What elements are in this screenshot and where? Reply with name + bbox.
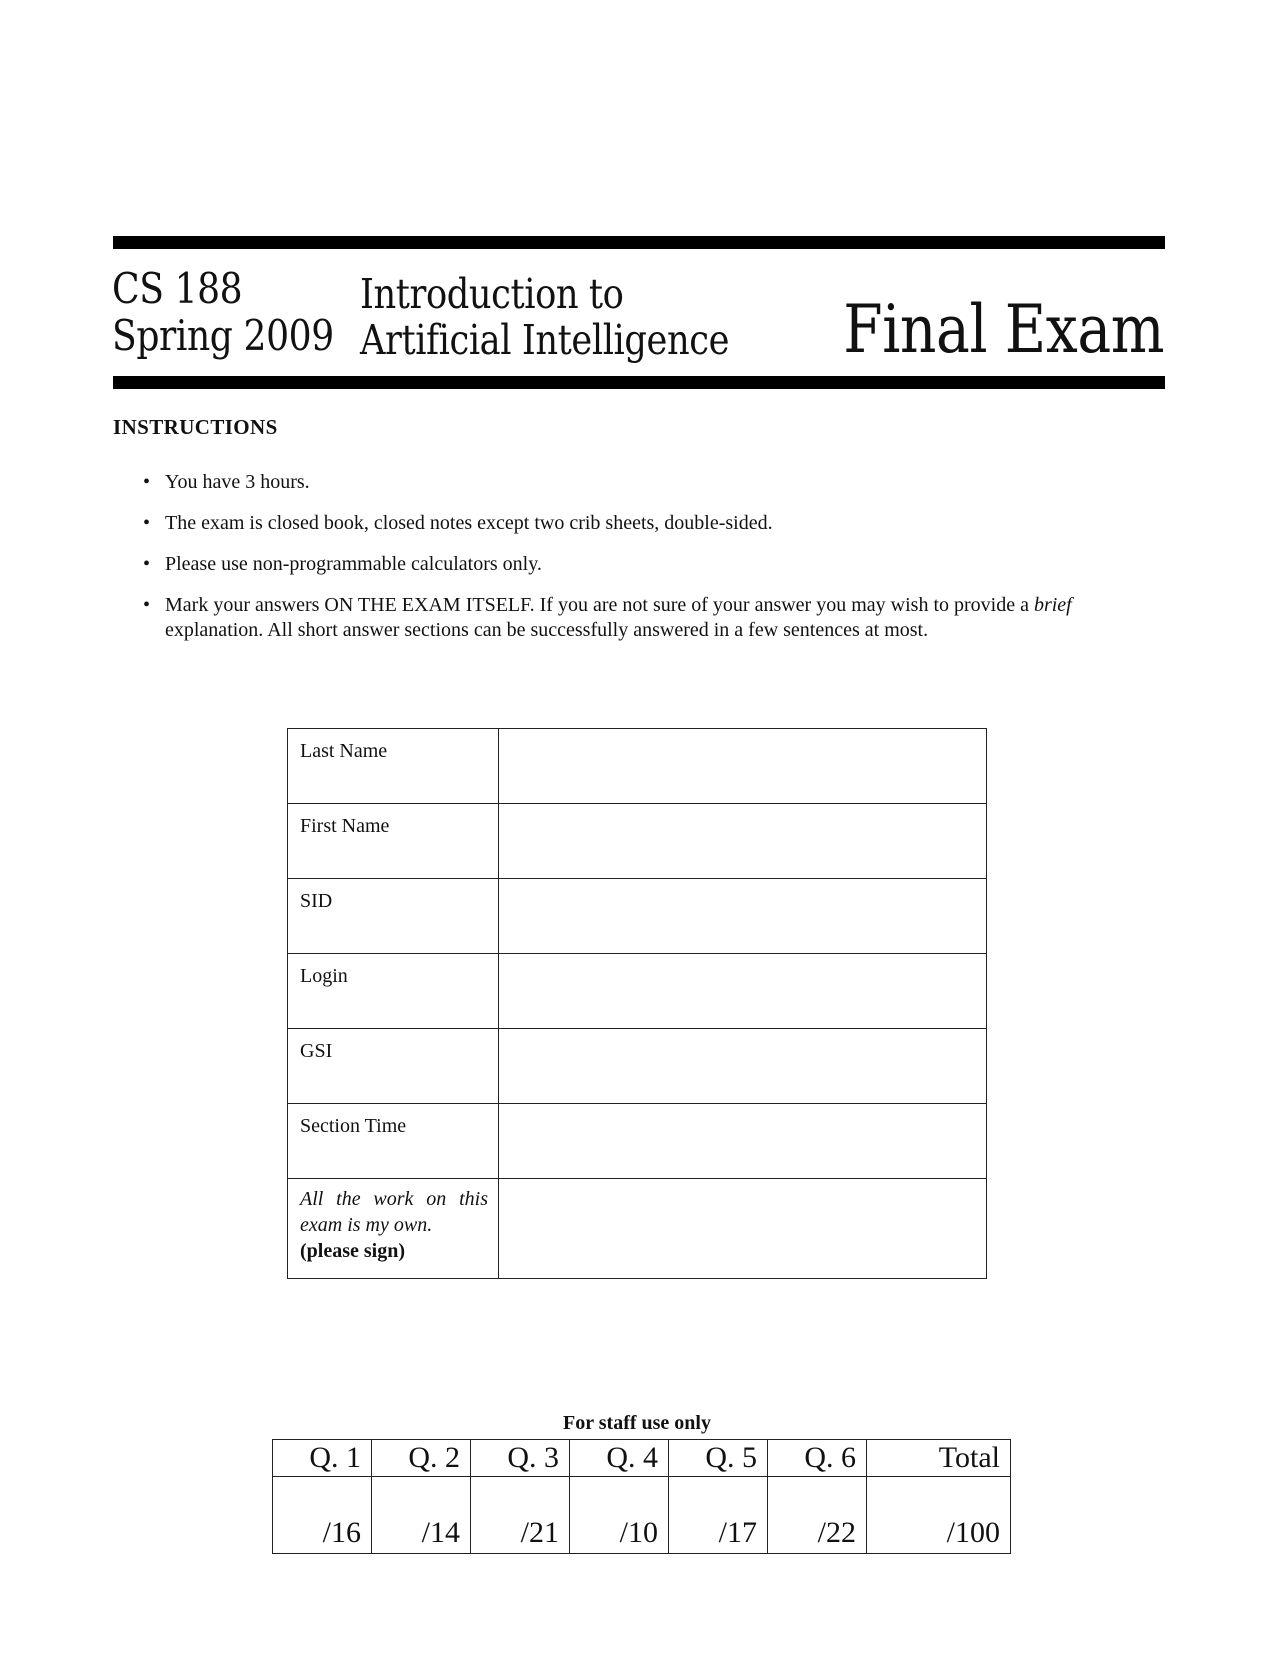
score-values-row xyxy=(273,1477,1011,1554)
instruction-text: Mark your answers ON THE EXAM ITSELF. If you are not sure of your answer you may wish to provide a xyxy=(165,594,1034,616)
score-column-header: Q. 3 xyxy=(471,1440,570,1477)
gsi-field[interactable] xyxy=(499,1029,987,1104)
info-row-section-time xyxy=(288,1104,987,1179)
instruction-item xyxy=(113,593,1168,643)
info-label: GSI xyxy=(288,1029,499,1104)
exam-title: Final Exam xyxy=(843,291,1164,368)
header-bottom-rule xyxy=(113,376,1165,389)
course-number: CS 188 xyxy=(112,264,243,313)
info-row-first-name xyxy=(288,804,987,879)
info-row-sid xyxy=(288,879,987,954)
student-info-table xyxy=(287,728,987,1279)
score-total-cell[interactable]: /100 xyxy=(867,1477,1011,1554)
info-label: SID xyxy=(288,879,499,954)
score-column-header: Q. 1 xyxy=(273,1440,372,1477)
header-top-rule xyxy=(113,236,1165,249)
score-cell[interactable]: /16 xyxy=(273,1477,372,1554)
score-column-header: Q. 2 xyxy=(372,1440,471,1477)
score-header-row xyxy=(273,1440,1011,1477)
score-column-header: Q. 6 xyxy=(768,1440,867,1477)
instruction-item xyxy=(113,470,1168,495)
instruction-text: The exam is closed book, closed notes except two crib sheets, double-sided. xyxy=(165,512,773,534)
score-column-header: Total xyxy=(867,1440,1011,1477)
sid-field[interactable] xyxy=(499,879,987,954)
score-column-header: Q. 5 xyxy=(669,1440,768,1477)
signature-field[interactable] xyxy=(499,1179,987,1279)
info-row-signature xyxy=(288,1179,987,1279)
course-title-line2: Artificial Intelligence xyxy=(360,316,730,364)
score-cell[interactable]: /10 xyxy=(570,1477,669,1554)
instruction-text: explanation. All short answer sections can be successfully answered in a few sentences at most. xyxy=(165,619,929,641)
score-cell[interactable]: /22 xyxy=(768,1477,867,1554)
score-cell[interactable]: /14 xyxy=(372,1477,471,1554)
signature-statement: All the work on this exam is my own. xyxy=(300,1188,488,1236)
instruction-item xyxy=(113,552,1168,577)
bullet-icon: • xyxy=(143,553,151,575)
instruction-text: You have 3 hours. xyxy=(165,471,310,493)
info-label: Section Time xyxy=(288,1104,499,1179)
signature-instruction: (please sign) xyxy=(300,1240,405,1262)
info-label: Login xyxy=(288,954,499,1029)
course-term: Spring 2009 xyxy=(112,311,334,360)
info-row-last-name xyxy=(288,729,987,804)
bullet-icon: • xyxy=(143,512,151,534)
instruction-emphasis: brief xyxy=(1033,594,1072,616)
instruction-text: Please use non-programmable calculators only. xyxy=(165,553,542,575)
score-cell[interactable]: /17 xyxy=(669,1477,768,1554)
instructions-heading: INSTRUCTIONS xyxy=(113,415,278,439)
instructions-list xyxy=(113,470,1168,659)
bullet-icon: • xyxy=(143,471,151,493)
score-column-header: Q. 4 xyxy=(570,1440,669,1477)
info-label: First Name xyxy=(288,804,499,879)
info-label: Last Name xyxy=(288,729,499,804)
info-row-gsi xyxy=(288,1029,987,1104)
score-cell[interactable]: /21 xyxy=(471,1477,570,1554)
instruction-item xyxy=(113,511,1168,536)
section-time-field[interactable] xyxy=(499,1104,987,1179)
last-name-field[interactable] xyxy=(499,729,987,804)
first-name-field[interactable] xyxy=(499,804,987,879)
bullet-icon: • xyxy=(143,594,151,616)
info-row-login xyxy=(288,954,987,1029)
login-field[interactable] xyxy=(499,954,987,1029)
signature-label xyxy=(288,1179,499,1279)
course-title-line1: Introduction to xyxy=(360,270,624,318)
staff-use-caption: For staff use only xyxy=(563,1412,711,1434)
score-table xyxy=(272,1439,1011,1554)
